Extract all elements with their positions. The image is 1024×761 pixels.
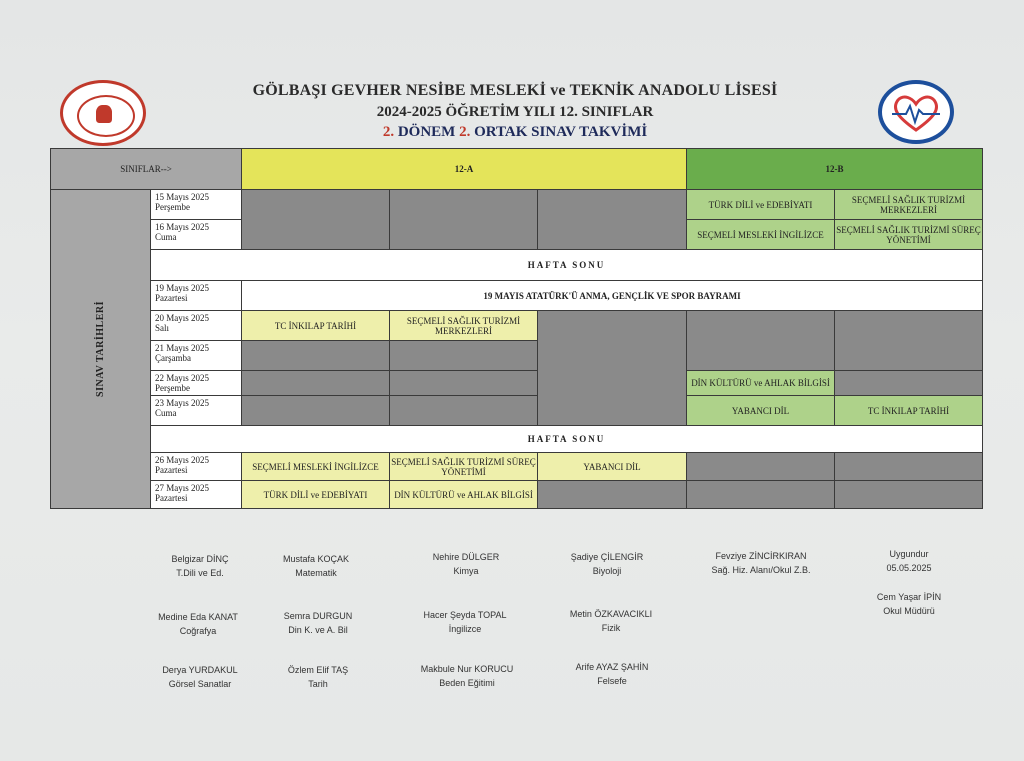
exam-cell: DİN KÜLTÜRÜ ve AHLAK BİLGİSİ xyxy=(687,371,835,396)
weekend-row: HAFTA SONU xyxy=(151,426,983,453)
exam-dates-side-label: SINAV TARİHLERİ xyxy=(51,190,151,509)
exam-cell: TÜRK DİLİ ve EDEBİYATI xyxy=(242,481,390,509)
date-cell: 27 Mayıs 2025 Pazartesi xyxy=(151,481,242,509)
signature-block: Derya YURDAKUL Görsel Sanatlar xyxy=(162,665,238,689)
ministry-seal-logo xyxy=(60,80,146,146)
signature-block: Arife AYAZ ŞAHİN Felsefe xyxy=(575,662,649,686)
signature-block: Metin ÖZKAVACIKLI Fizik xyxy=(569,609,653,633)
weekend-row: HAFTA SONU xyxy=(151,250,983,281)
exam-cell: SEÇMELİ SAĞLIK TURİZMİ MERKEZLERİ xyxy=(390,311,538,341)
signature-block: Makbule Nur KORUCU Beden Eğitimi xyxy=(420,664,514,688)
approval-block: Uygundur 05.05.2025 xyxy=(886,549,932,573)
signature-block: Medine Eda KANAT Coğrafya xyxy=(158,612,238,636)
signature-block: Özlem Elif TAŞ Tarih xyxy=(287,665,349,689)
date-cell: 23 Mayıs 2025 Cuma xyxy=(151,396,242,426)
exam-cell: SEÇMELİ SAĞLIK TURİZMİ MERKEZLERİ xyxy=(835,190,983,220)
exam-cell: YABANCI DİL xyxy=(538,453,687,481)
classes-header: SINIFLAR--> xyxy=(51,149,242,190)
date-cell: 26 Mayıs 2025 Pazartesi xyxy=(151,453,242,481)
date-cell: 15 Mayıs 2025 Perşembe xyxy=(151,190,242,220)
signature-block: Semra DURGUN Din K. ve A. Bil xyxy=(283,611,353,635)
school-title: GÖLBAŞI GEVHER NESİBE MESLEKİ ve TEKNİK ANADOLU LİSESİ xyxy=(252,82,778,99)
exam-cell: TC İNKILAP TARİHİ xyxy=(242,311,390,341)
date-cell: 16 Mayıs 2025 Cuma xyxy=(151,220,242,250)
exam-cell: SEÇMELİ MESLEKİ İNGİLİZCE xyxy=(687,220,835,250)
year-title: 2024-2025 ÖĞRETİM YILI 12. SINIFLAR xyxy=(376,104,654,120)
principal-block: Cem Yaşar İPİN Okul Müdürü xyxy=(876,592,942,616)
signature-block: Belgizar DİNÇ T.Dili ve Ed. xyxy=(171,554,229,578)
exam-title: 2. DÖNEM 2. ORTAK SINAV TAKVİMİ xyxy=(382,124,648,140)
class-12a-header: 12-A xyxy=(242,149,687,190)
date-cell: 21 Mayıs 2025 Çarşamba xyxy=(151,341,242,371)
date-cell: 22 Mayıs 2025 Perşembe xyxy=(151,371,242,396)
class-12b-header: 12-B xyxy=(687,149,983,190)
exam-cell: SEÇMELİ SAĞLIK TURİZMİ SÜREÇ YÖNETİMİ xyxy=(390,453,538,481)
exam-cell: SEÇMELİ SAĞLIK TURİZMİ SÜREÇ YÖNETİMİ xyxy=(835,220,983,250)
exam-cell: SEÇMELİ MESLEKİ İNGİLİZCE xyxy=(242,453,390,481)
exam-cell: TÜRK DİLİ ve EDEBİYATI xyxy=(687,190,835,220)
date-cell: 19 Mayıs 2025 Pazartesi xyxy=(151,281,242,311)
exam-cell: YABANCI DİL xyxy=(687,396,835,426)
signature-block: Mustafa KOÇAK Matematik xyxy=(282,554,350,578)
signature-block: Şadiye ÇİLENGİR Biyoloji xyxy=(570,552,644,576)
signature-block: Nehire DÜLGER Kimya xyxy=(432,552,500,576)
signature-block: Hacer Şeyda TOPAL İngilizce xyxy=(423,610,507,634)
exam-cell: TC İNKILAP TARİHİ xyxy=(835,396,983,426)
exam-cell: DİN KÜLTÜRÜ ve AHLAK BİLGİSİ xyxy=(390,481,538,509)
signature-block: Fevziye ZİNCİRKIRAN Sağ. Hiz. Alanı/Okul Z.B. xyxy=(711,551,811,575)
holiday-cell: 19 MAYIS ATATÜRK'Ü ANMA, GENÇLİK VE SPOR BAYRAMI xyxy=(242,281,983,311)
school-heart-logo xyxy=(878,80,954,144)
date-cell: 20 Mayıs 2025 Salı xyxy=(151,311,242,341)
exam-schedule-table xyxy=(50,148,983,509)
